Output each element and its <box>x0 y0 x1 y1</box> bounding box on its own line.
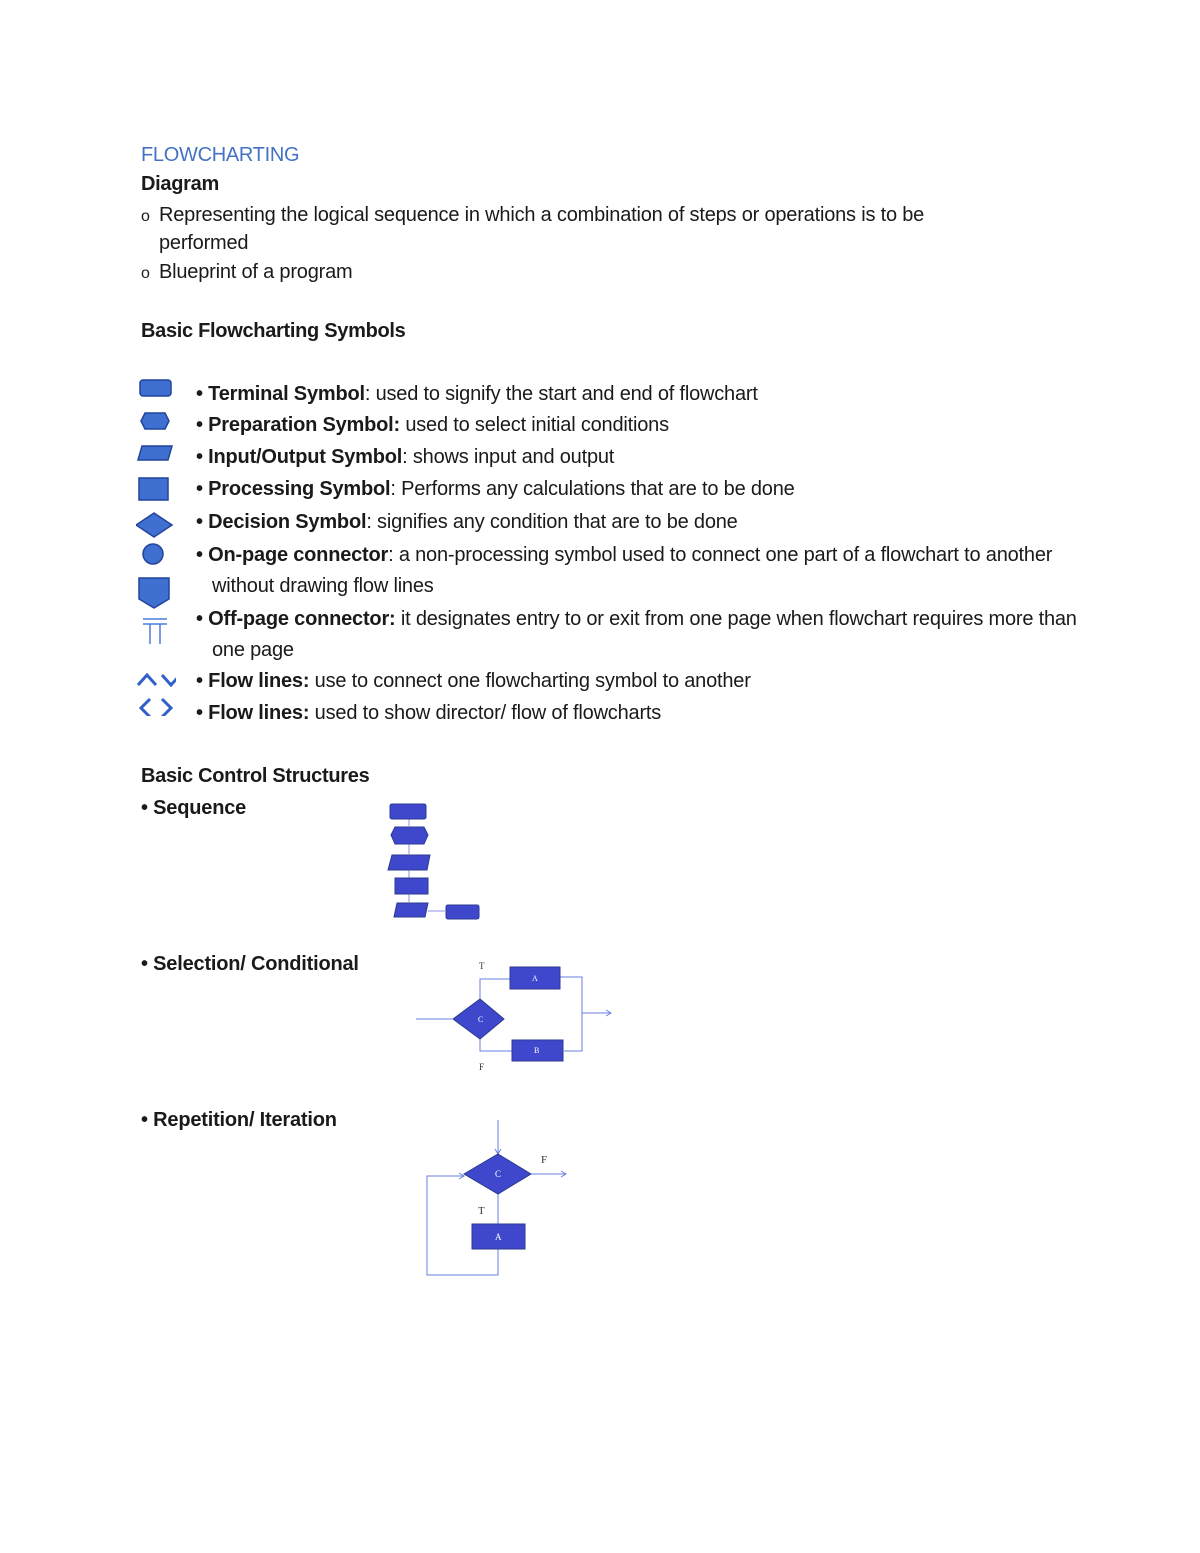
separator: : <box>364 383 376 405</box>
diagram-heading: Diagram <box>141 173 219 195</box>
symbol-name: Terminal Symbol <box>208 383 365 405</box>
preparation-icon <box>141 413 169 429</box>
symbol-name: Processing Symbol <box>208 478 391 500</box>
repetition-box-a-label: A <box>495 1232 502 1242</box>
symbol-desc: signifies any condition that are to be done <box>377 511 738 533</box>
symbol-decision: • Decision Symbol: signifies any condition that are to be done <box>196 511 738 533</box>
structure-repetition: • Repetition/ Iteration <box>141 1109 337 1131</box>
bullet-item-1-continued: performed <box>159 232 249 254</box>
symbol-name: Off-page connector: <box>208 608 396 630</box>
symbol-desc: it designates entry to or exit from one page when flowchart requires more than one page <box>212 608 1077 661</box>
off-page-connector-icon <box>139 578 169 608</box>
symbol-off-page-connector: • Off-page connector: it designates entry to or exit from one page when flowchart requires more than one page <box>196 608 1077 661</box>
processing-icon <box>139 478 168 500</box>
flow-lines-vertical-icon <box>138 675 176 685</box>
symbol-desc: a non-processing symbol used to connect one part of a flowchart to another without drawing flow lines <box>212 544 1053 597</box>
repetition-true-label: T <box>478 1205 485 1217</box>
decision-icon <box>136 513 172 537</box>
symbol-input-output: • Input/Output Symbol: shows input and output <box>196 446 615 468</box>
repetition-false-label: F <box>541 1154 548 1166</box>
terminal-icon <box>140 380 171 396</box>
sequence-terminal-end <box>446 905 479 919</box>
selection-box-a-label: A <box>532 974 538 983</box>
separator: : <box>388 544 399 566</box>
sequence-terminal <box>390 804 426 819</box>
page-title: FLOWCHARTING <box>141 144 300 166</box>
symbol-preparation: • Preparation Symbol: used to select initial conditions <box>196 414 669 436</box>
control-structures-heading: Basic Control Structures <box>141 765 370 787</box>
structure-sequence: • Sequence <box>141 797 247 819</box>
sequence-preparation <box>391 827 428 844</box>
symbol-flow-lines-1: • Flow lines: use to connect one flowcharting symbol to another <box>196 670 751 692</box>
bullet-text: Blueprint of a program <box>159 261 353 283</box>
bullet-item-2 <box>141 258 352 288</box>
symbol-on-page-connector: • On-page connector: a non-processing symbol used to connect one part of a flowchart to another without drawing flow lines <box>196 544 1053 597</box>
symbol-terminal: • Terminal Symbol: used to signify the start and end of flowchart <box>196 383 758 405</box>
symbol-desc: used to signify the start and end of flowchart <box>375 383 758 405</box>
symbol-name: Input/Output Symbol <box>208 446 403 468</box>
separator: : <box>390 478 402 500</box>
symbol-name: Flow lines: <box>208 670 310 692</box>
structure-label: Selection/ Conditional <box>153 953 359 975</box>
off-page-connector-line-icon <box>143 619 167 644</box>
symbol-flow-lines-2: • Flow lines: used to show director/ flow of flowcharts <box>196 702 662 724</box>
symbol-desc: used to show director/ flow of flowcharts <box>314 702 662 724</box>
symbol-name: Decision Symbol <box>208 511 367 533</box>
repetition-diagram <box>420 1118 580 1283</box>
symbol-name: On-page connector <box>208 544 389 566</box>
bullet-marker: o <box>141 208 150 225</box>
structure-selection: • Selection/ Conditional <box>141 953 359 975</box>
structure-label: Sequence <box>153 797 247 819</box>
structure-label: Repetition/ Iteration <box>153 1109 337 1131</box>
selection-false-label: F <box>479 1062 485 1072</box>
selection-diagram <box>412 955 622 1075</box>
separator: : <box>366 511 378 533</box>
symbol-name: Flow lines: <box>208 702 310 724</box>
bullet-item-1 <box>141 201 924 231</box>
symbol-name: Preparation Symbol: <box>208 414 400 436</box>
sequence-io-2 <box>394 903 428 917</box>
sequence-io <box>388 855 430 870</box>
symbols-heading: Basic Flowcharting Symbols <box>141 320 406 342</box>
bullet-marker: o <box>141 265 150 282</box>
bullet-text: Representing the logical sequence in which a combination of steps or operations is to be <box>159 204 925 226</box>
selection-condition-label: C <box>478 1015 484 1024</box>
on-page-connector-icon <box>143 544 163 564</box>
symbol-desc: use to connect one flowcharting symbol to another <box>314 670 751 692</box>
symbol-processing: • Processing Symbol: Performs any calculations that are to be done <box>196 478 795 500</box>
symbol-icons-column <box>136 376 176 716</box>
symbol-desc: shows input and output <box>412 446 615 468</box>
sequence-diagram <box>385 800 485 925</box>
symbol-desc: used to select initial conditions <box>405 414 669 436</box>
flow-lines-horizontal-icon <box>141 699 171 716</box>
sequence-process <box>395 878 428 894</box>
separator: : <box>402 446 413 468</box>
selection-true-label: T <box>479 961 485 971</box>
selection-box-b-label: B <box>534 1046 540 1055</box>
repetition-condition-label: C <box>495 1169 502 1179</box>
input-output-icon <box>138 446 172 460</box>
symbol-desc: Performs any calculations that are to be done <box>401 478 795 500</box>
